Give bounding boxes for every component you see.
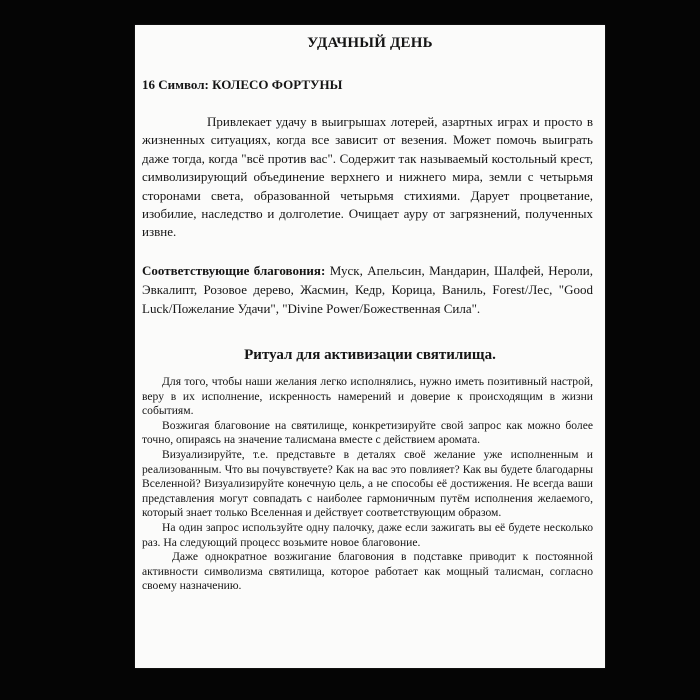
incense-label: Соответствующие благовония: (142, 263, 326, 278)
ritual-paragraph: На один запрос используйте одну палочку, даже если зажигать вы её будете несколько раз. На следующий процесс возьмите новое благовоние. (142, 520, 593, 549)
document-page (135, 25, 605, 668)
incense-list: Муск, Апельсин, Мандарин, Шалфей, Нероли, Эвкалипт, Розовое дерево, Жасмин, Кедр, Корица, Ваниль, Forest/Лес, "Good Luck/Пожелание Удачи", "Divine Power/Божественная Сила". (142, 263, 593, 316)
ritual-section (142, 375, 593, 594)
symbol-description: Привлекает удачу в выигрышах лотерей, азартных играх и просто в жизненных ситуациях, когда все зависит от везения. Может помочь выиграть даже тогда, когда "всё против вас". Содержит так называемый костольный крест, символизирующий объединение верхнего и нижнего мира, земли с четырьмя сторонами света, образованной четырьмя стихиями. Дарует процветание, изобилие, наследство и долголетие. Очищает ауру от загрязнений, полученных извне. (142, 114, 593, 240)
symbol-heading: 16 Символ: КОЛЕСО ФОРТУНЫ (142, 77, 343, 92)
ritual-heading: Ритуал для активизации святилища. (244, 347, 496, 363)
incense-paragraph (142, 261, 593, 318)
page-title: УДАЧНЫЙ ДЕНЬ (307, 35, 433, 51)
ritual-paragraph: Даже однократное возжигание благовония в подставке приводит к постоянной активности символизма святилища, которое работает как мощный талисман, согласно своему назначению. (142, 550, 593, 593)
ritual-paragraph: Для того, чтобы наши желания легко исполнялись, нужно иметь позитивный настрой, веру в их исполнение, искренность намерений и доверие к происходящим в жизни событиям. (142, 375, 593, 418)
ritual-paragraph: Визуализируйте, т.е. представьте в деталях своё желание уже исполненным и реализованным. Что вы почувствуете? Как на вас это повлияет? Как вы будете благодарны Вселенной? Визуализируйте конечную цель, а не способы её достижения. Не всегда ваши представления могут совпадать с наиболее гармоничным путём исполнения желаемого, который знает только Вселенная и действует соответствующим образом. (142, 447, 593, 520)
ritual-paragraph: Возжигая благовоние на святилище, конкретизируйте свой запрос как можно более точно, опираясь на значение талисмана вместе с действием аромата. (142, 418, 593, 447)
